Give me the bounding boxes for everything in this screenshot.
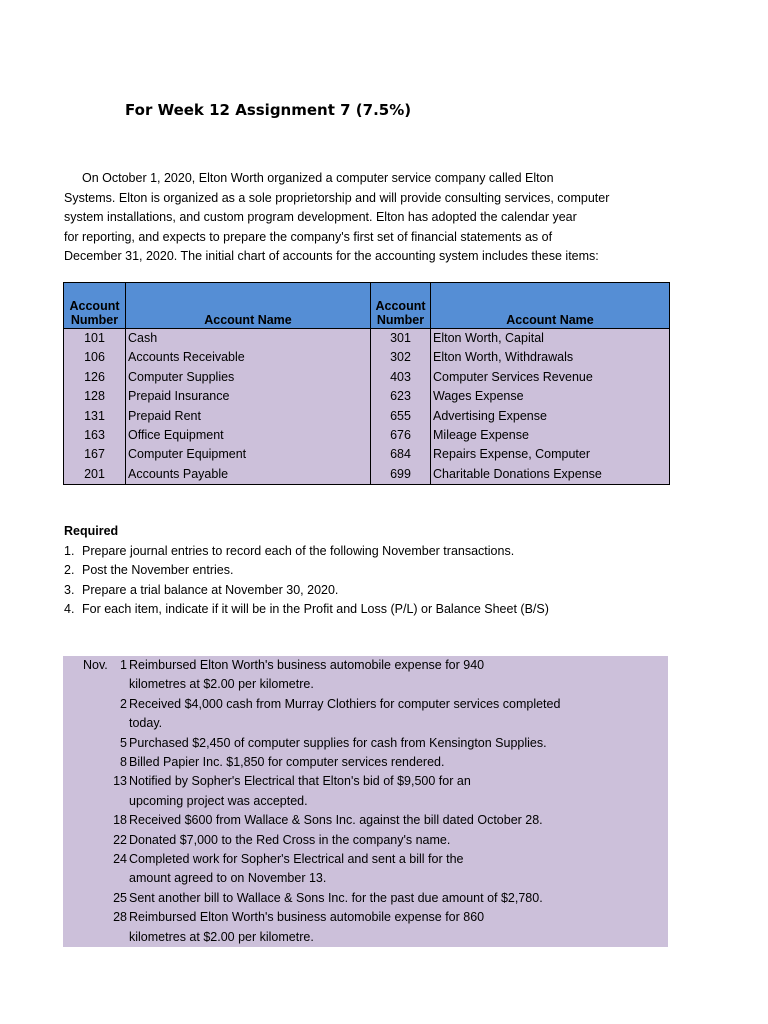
transaction-line: Completed work for Sopher's Electrical and sent a bill for the: [129, 852, 464, 867]
page-title: For Week 12 Assignment 7 (7.5%): [125, 101, 412, 119]
transaction-day: 28: [113, 910, 127, 925]
header-account-name: Account Name: [431, 283, 670, 329]
account-number: 403: [371, 368, 431, 387]
intro-line: On October 1, 2020, Elton Worth organized a computer service company called Elton: [82, 171, 554, 185]
header-account-number: [371, 283, 431, 329]
required-step: [64, 561, 549, 581]
step-text: Prepare journal entries to record each of the following November transactions.: [82, 543, 515, 558]
header-number-line2: Number: [70, 313, 119, 327]
table-row: [64, 465, 670, 485]
transaction-text: [129, 908, 484, 947]
account-number: 201: [64, 465, 126, 485]
account-number: 301: [371, 329, 431, 349]
account-name: Repairs Expense, Computer: [431, 445, 670, 464]
transaction-line: Reimbursed Elton Worth's business automobile expense for 860: [129, 910, 485, 925]
transaction-line: Sent another bill to Wallace & Sons Inc. for the past due amount of $2,780.: [129, 890, 543, 905]
account-name: Accounts Receivable: [126, 348, 371, 367]
required-section: [64, 522, 549, 620]
account-number: 684: [371, 445, 431, 464]
table-row: [64, 387, 670, 406]
transaction-day: 2: [120, 696, 127, 711]
intro-paragraph: [64, 169, 684, 267]
account-name: Wages Expense: [431, 387, 670, 406]
table-row: [64, 426, 670, 445]
transaction-day: 5: [120, 735, 127, 750]
table-row: [64, 329, 670, 349]
intro-line: December 31, 2020. The initial chart of accounts for the accounting system includes these items:: [64, 249, 599, 263]
transaction-day: 24: [113, 852, 127, 867]
transaction-item: [63, 772, 668, 811]
account-name: Office Equipment: [126, 426, 371, 445]
intro-line: for reporting, and expects to prepare the company's first set of financial statements as of: [64, 229, 553, 244]
transaction-text: [129, 811, 543, 830]
account-number: 126: [64, 368, 126, 387]
transaction-text: [129, 656, 484, 695]
account-name: Prepaid Rent: [126, 407, 371, 426]
account-name: Cash: [126, 329, 371, 349]
account-name: Accounts Payable: [126, 465, 371, 485]
transaction-line: kilometres at $2.00 per kilometre.: [129, 677, 314, 692]
header-account-number: [64, 283, 126, 329]
account-number: 167: [64, 445, 126, 464]
intro-line: Systems. Elton is organized as a sole proprietorship and will provide consulting services, computer: [64, 190, 610, 205]
account-number: 676: [371, 426, 431, 445]
transaction-line: Received $4,000 cash from Murray Clothiers for computer services completed: [129, 696, 561, 711]
table-row: [64, 368, 670, 387]
transaction-text: [129, 734, 547, 753]
account-number: 128: [64, 387, 126, 406]
header-number-line1: Account: [375, 299, 426, 313]
required-step: [64, 542, 549, 562]
account-number: 302: [371, 348, 431, 367]
account-name: Elton Worth, Withdrawals: [431, 348, 670, 367]
transaction-item: [63, 908, 668, 947]
table-row: [64, 407, 670, 426]
account-name: Computer Supplies: [126, 368, 371, 387]
account-name: Computer Equipment: [126, 445, 371, 464]
transaction-text: [129, 831, 450, 850]
transaction-text: [129, 695, 560, 734]
header-number-line2: Number: [376, 313, 425, 327]
account-name: Mileage Expense: [431, 426, 670, 445]
transaction-day: 18: [113, 813, 127, 828]
transaction-day: 22: [113, 832, 127, 847]
transaction-day: 1: [120, 658, 127, 672]
transaction-line: kilometres at $2.00 per kilometre.: [129, 929, 314, 944]
transaction-text: [129, 889, 543, 908]
transaction-line: Donated $7,000 to the Red Cross in the company's name.: [129, 832, 451, 847]
transaction-item: [63, 889, 668, 908]
transaction-line: Reimbursed Elton Worth's business automobile expense for 940: [129, 658, 485, 672]
account-number: 101: [64, 329, 126, 349]
required-step: [64, 600, 549, 620]
transaction-line: today.: [129, 716, 163, 731]
transaction-text: [129, 753, 444, 772]
account-number: 655: [371, 407, 431, 426]
transaction-item: [63, 695, 668, 734]
transaction-item: [63, 753, 668, 772]
transaction-text: [129, 772, 471, 811]
header-account-name: Account Name: [126, 283, 371, 329]
transaction-line: Notified by Sopher's Electrical that Elton's bid of $9,500 for an: [129, 774, 471, 789]
account-number: 623: [371, 387, 431, 406]
table-row: [64, 348, 670, 367]
account-name: Advertising Expense: [431, 407, 670, 426]
step-number: 3.: [64, 582, 75, 597]
transaction-item: [63, 811, 668, 830]
table-header-row: [64, 283, 670, 329]
account-name: Charitable Donations Expense: [431, 465, 670, 485]
intro-line: system installations, and custom program development. Elton has adopted the calendar year: [64, 210, 577, 224]
step-text: Post the November entries.: [82, 563, 234, 577]
transaction-item: [63, 656, 668, 695]
transaction-day: 13: [113, 774, 127, 789]
account-number: 163: [64, 426, 126, 445]
account-number: 131: [64, 407, 126, 426]
required-step: [64, 581, 549, 601]
transaction-month: Nov.: [83, 658, 108, 672]
transaction-line: upcoming project was accepted.: [129, 793, 308, 808]
transaction-item: [63, 831, 668, 850]
transaction-text: [129, 850, 464, 889]
table-row: [64, 445, 670, 464]
transaction-line: Billed Papier Inc. $1,850 for computer services rendered.: [129, 755, 445, 770]
header-number-line1: Account: [69, 299, 120, 313]
account-name: Computer Services Revenue: [431, 368, 670, 387]
transaction-line: Received $600 from Wallace & Sons Inc. against the bill dated October 28.: [129, 813, 543, 828]
transaction-item: [63, 850, 668, 889]
transaction-day: 8: [120, 755, 127, 770]
step-number: 2.: [64, 563, 75, 577]
account-name: Prepaid Insurance: [126, 387, 371, 406]
chart-of-accounts-table: [63, 282, 670, 485]
step-number: 1.: [64, 543, 75, 558]
account-number: 699: [371, 465, 431, 485]
transaction-day: 25: [113, 890, 127, 905]
step-number: 4.: [64, 602, 75, 616]
transaction-item: [63, 734, 668, 753]
transaction-line: amount agreed to on November 13.: [129, 871, 327, 886]
step-text: For each item, indicate if it will be in the Profit and Loss (P/L) or Balance Sheet (B/S): [82, 602, 549, 616]
transaction-line: Purchased $2,450 of computer supplies for cash from Kensington Supplies.: [129, 735, 547, 750]
step-text: Prepare a trial balance at November 30, 2020.: [82, 582, 339, 597]
account-number: 106: [64, 348, 126, 367]
transactions-box: [63, 656, 668, 947]
account-name: Elton Worth, Capital: [431, 329, 670, 349]
required-heading: Required: [64, 524, 119, 538]
